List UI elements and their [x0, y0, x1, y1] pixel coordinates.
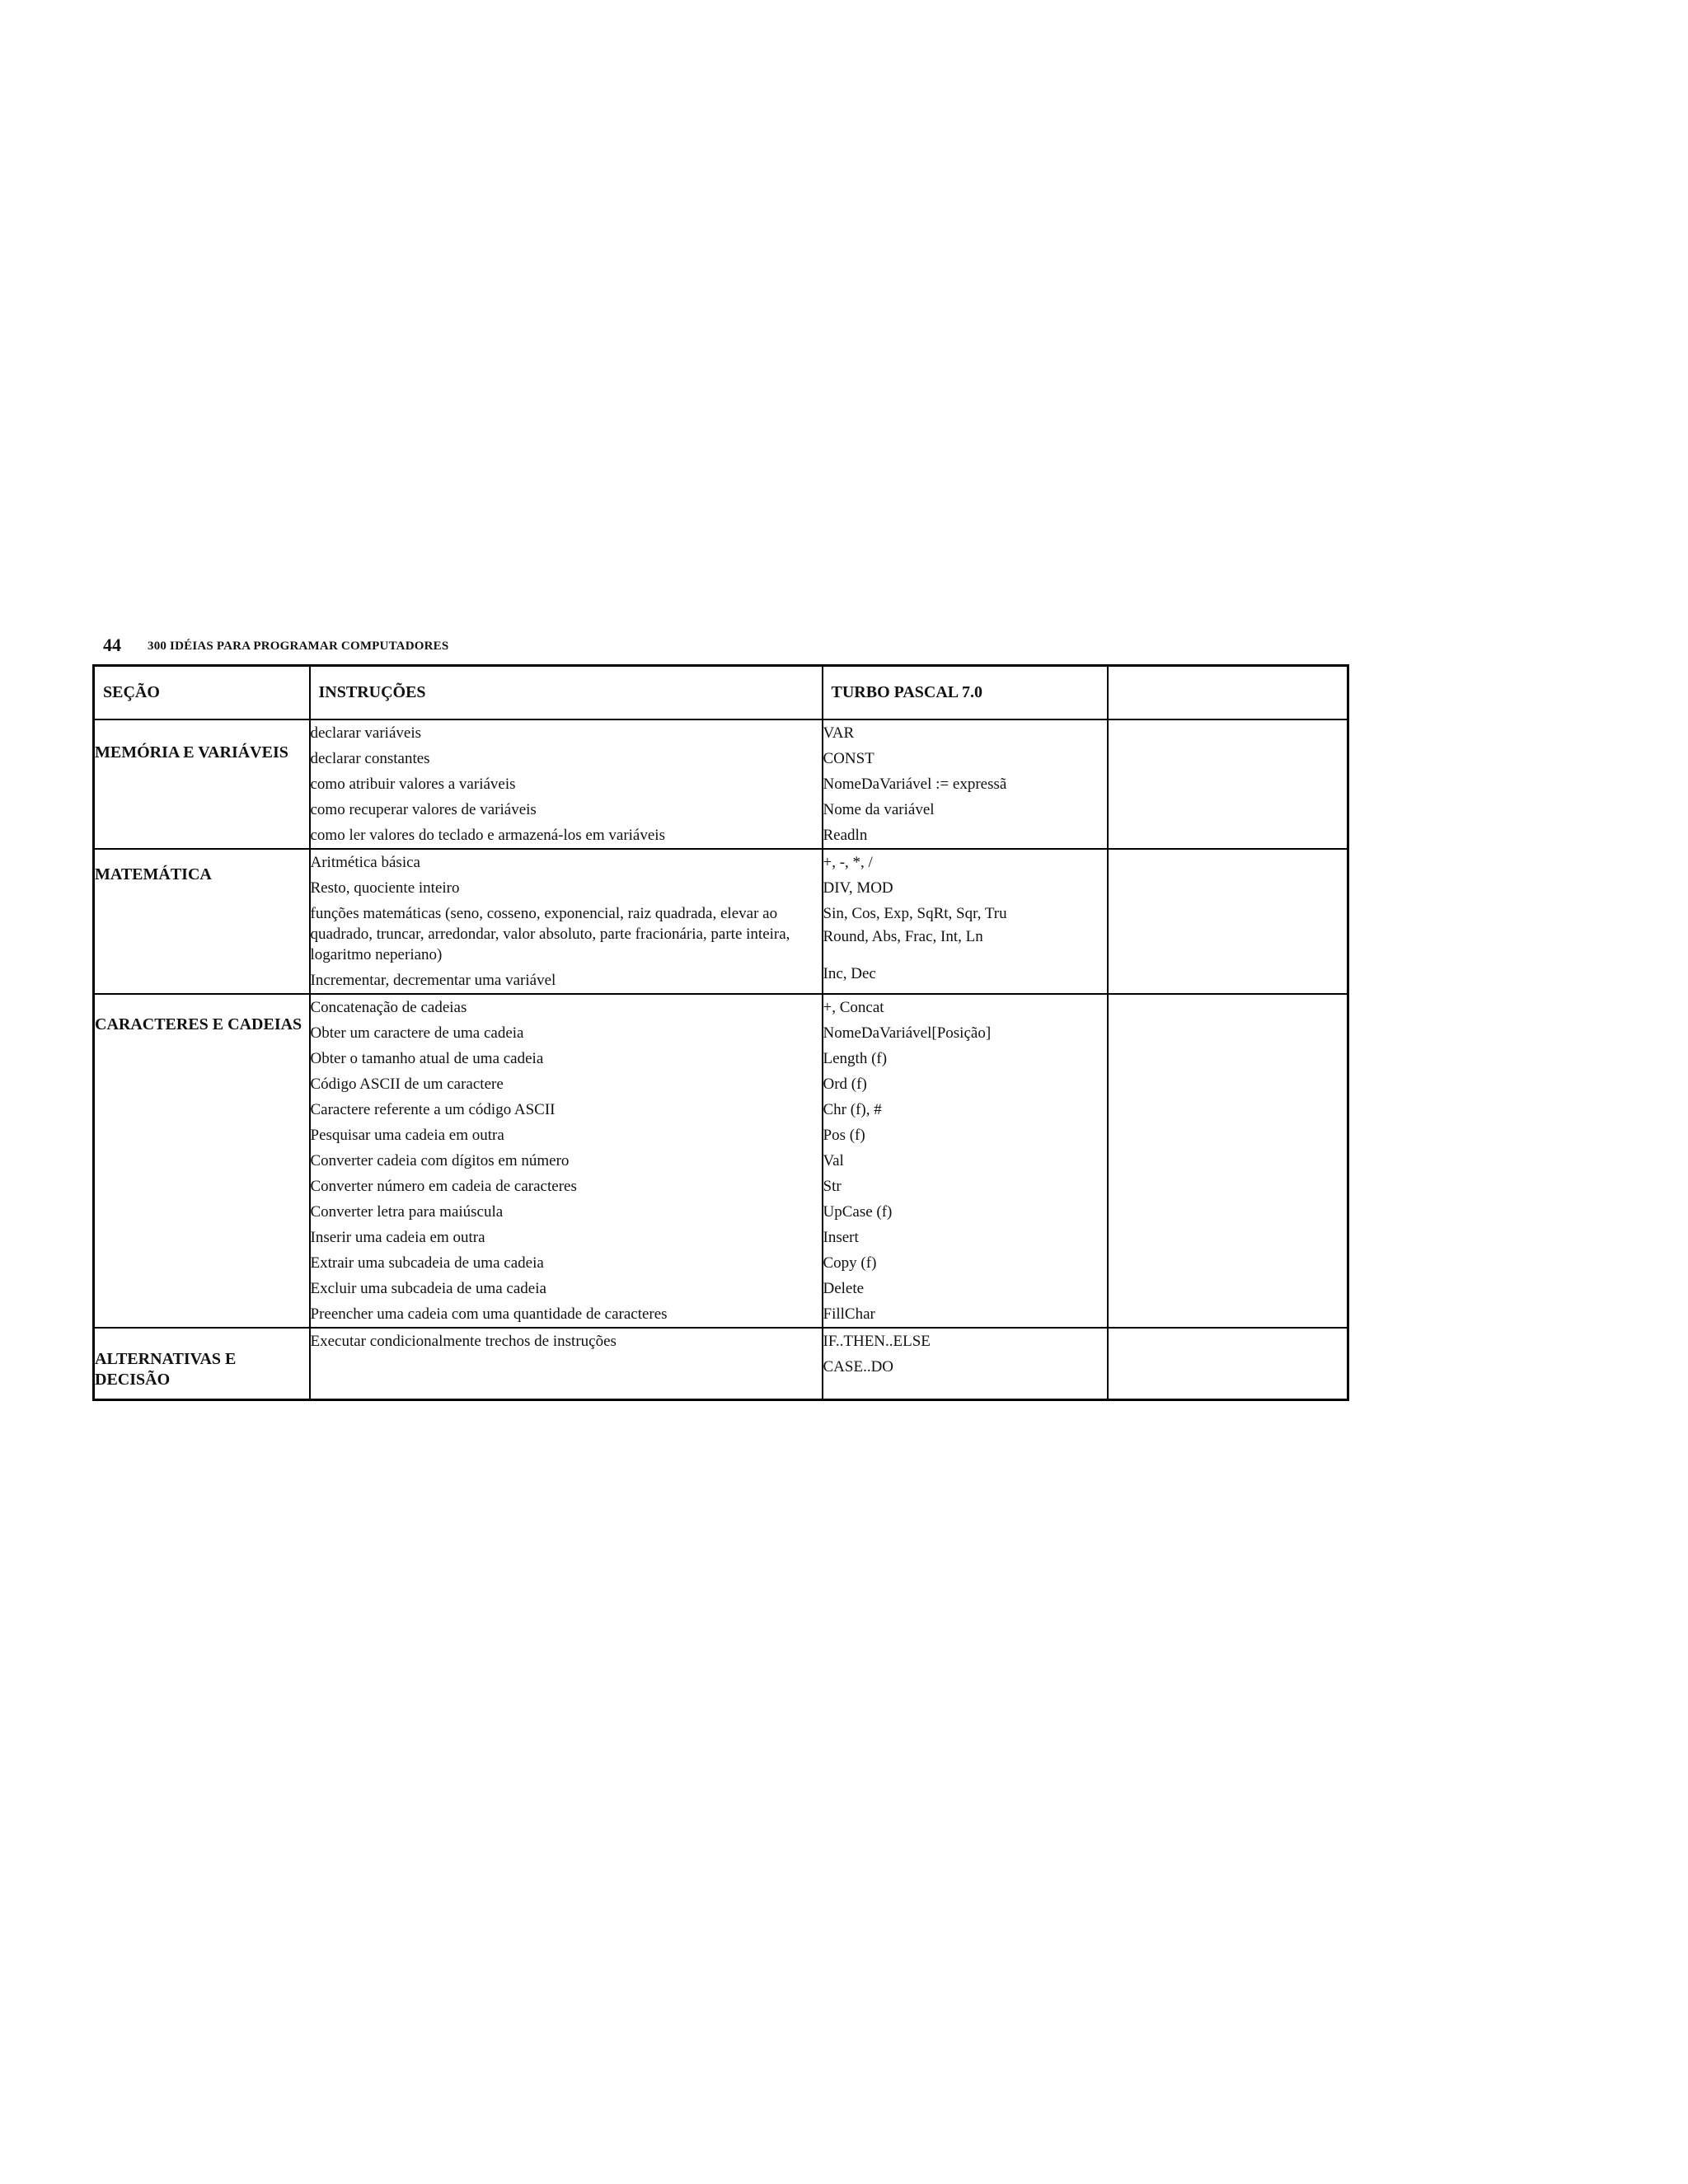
pascal-item: Str: [823, 1178, 842, 1195]
table-row: [94, 719, 1348, 849]
instruction-item: Obter o tamanho atual de uma cadeia: [310, 1050, 544, 1067]
instruction-item: Inserir uma cadeia em outra: [310, 1229, 485, 1246]
pascal-item: Round, Abs, Frac, Int, Ln: [823, 928, 983, 945]
instruction-item: Resto, quociente inteiro: [310, 879, 460, 897]
pascal-item: Length (f): [823, 1050, 888, 1067]
instruction-item: Pesquisar uma cadeia em outra: [310, 1127, 504, 1144]
book-title: 300 IDÉIAS PARA PROGRAMAR COMPUTADORES: [148, 640, 449, 653]
table-row: [94, 849, 1348, 994]
column-header-turbo-pascal: TURBO PASCAL 7.0: [823, 666, 1108, 720]
pascal-item: Nome da variável: [823, 801, 935, 818]
instructions-cell: [310, 849, 823, 994]
pascal-item: FillChar: [823, 1305, 875, 1323]
instructions-cell: [310, 1328, 823, 1400]
pascal-item: NomeDaVariável := expressã: [823, 776, 1007, 793]
pascal-item: +, -, *, /: [823, 854, 873, 871]
pascal-cell: [823, 719, 1108, 849]
pascal-item: Inc, Dec: [823, 965, 876, 982]
instruction-item: Caractere referente a um código ASCII: [310, 1101, 556, 1118]
pascal-item: Insert: [823, 1229, 859, 1246]
instructions-cell: [310, 994, 823, 1328]
table-header-row: [94, 666, 1348, 720]
section-name: MATEMÁTICA: [94, 849, 310, 994]
pascal-item: Delete: [823, 1280, 865, 1297]
pascal-item: CASE..DO: [823, 1358, 894, 1376]
pascal-cell: [823, 849, 1108, 994]
column-header-empty: [1108, 666, 1348, 720]
pascal-item: DIV, MOD: [823, 879, 893, 897]
pascal-item: NomeDaVariável[Posição]: [823, 1024, 992, 1042]
instruction-item: Excluir uma subcadeia de uma cadeia: [310, 1280, 546, 1297]
section-name: CARACTERES E CADEIAS: [94, 994, 310, 1328]
instruction-item: Obter um caractere de uma cadeia: [310, 1024, 524, 1042]
section-name: ALTERNATIVAS E DECISÃO: [94, 1328, 310, 1400]
pascal-item: CONST: [823, 750, 874, 767]
instruction-item: Incrementar, decrementar uma variável: [310, 972, 556, 989]
running-header: [103, 635, 448, 659]
table-row: [94, 1328, 1348, 1400]
pascal-item: Val: [823, 1152, 844, 1169]
instruction-item: Concatenação de cadeias: [310, 999, 467, 1016]
pascal-cell: [823, 1328, 1108, 1400]
pascal-item: +, Concat: [823, 999, 884, 1016]
reference-table: [92, 664, 1349, 1401]
instruction-item: declarar variáveis: [310, 724, 421, 742]
instructions-cell: [310, 719, 823, 849]
pascal-item: Sin, Cos, Exp, SqRt, Sqr, Tru: [823, 905, 1007, 922]
column-header-secao: SEÇÃO: [94, 666, 310, 720]
instruction-item: Aritmética básica: [310, 854, 420, 871]
instruction-item: Converter número em cadeia de caracteres: [310, 1178, 577, 1195]
instruction-item: como recuperar valores de variáveis: [310, 801, 537, 818]
pascal-item: Copy (f): [823, 1254, 877, 1272]
instruction-item: Executar condicionalmente trechos de instruções: [310, 1333, 617, 1350]
instruction-item: funções matemáticas (seno, cosseno, exponencial, raiz quadrada, elevar ao quadrado, truncar, arredondar, valor absoluto, parte fracionária, parte inteira, logaritmo neperiano): [310, 905, 790, 963]
pascal-item: Pos (f): [823, 1127, 865, 1144]
pascal-item: Readln: [823, 827, 868, 844]
empty-cell: [1108, 849, 1348, 994]
column-header-instrucoes: INSTRUÇÕES: [310, 666, 823, 720]
table-row: [94, 994, 1348, 1328]
instruction-item: Código ASCII de um caractere: [310, 1076, 504, 1093]
instruction-item: Converter letra para maiúscula: [310, 1203, 504, 1221]
instruction-item: declarar constantes: [310, 750, 430, 767]
empty-cell: [1108, 719, 1348, 849]
instruction-item: Preencher uma cadeia com uma quantidade de caracteres: [310, 1305, 668, 1323]
pascal-cell: [823, 994, 1108, 1328]
pascal-item: IF..THEN..ELSE: [823, 1333, 931, 1350]
page-number: 44: [103, 635, 121, 655]
instruction-item: Converter cadeia com dígitos em número: [310, 1152, 570, 1169]
empty-cell: [1108, 994, 1348, 1328]
pascal-item: Chr (f), #: [823, 1101, 882, 1118]
section-name: MEMÓRIA E VARIÁVEIS: [94, 719, 310, 849]
instruction-item: como ler valores do teclado e armazená-los em variáveis: [310, 827, 665, 844]
pascal-item: UpCase (f): [823, 1203, 893, 1221]
pascal-item: VAR: [823, 724, 855, 742]
empty-cell: [1108, 1328, 1348, 1400]
instruction-item: como atribuir valores a variáveis: [310, 776, 516, 793]
pascal-item: Ord (f): [823, 1076, 867, 1093]
instruction-item: Extrair uma subcadeia de uma cadeia: [310, 1254, 544, 1272]
